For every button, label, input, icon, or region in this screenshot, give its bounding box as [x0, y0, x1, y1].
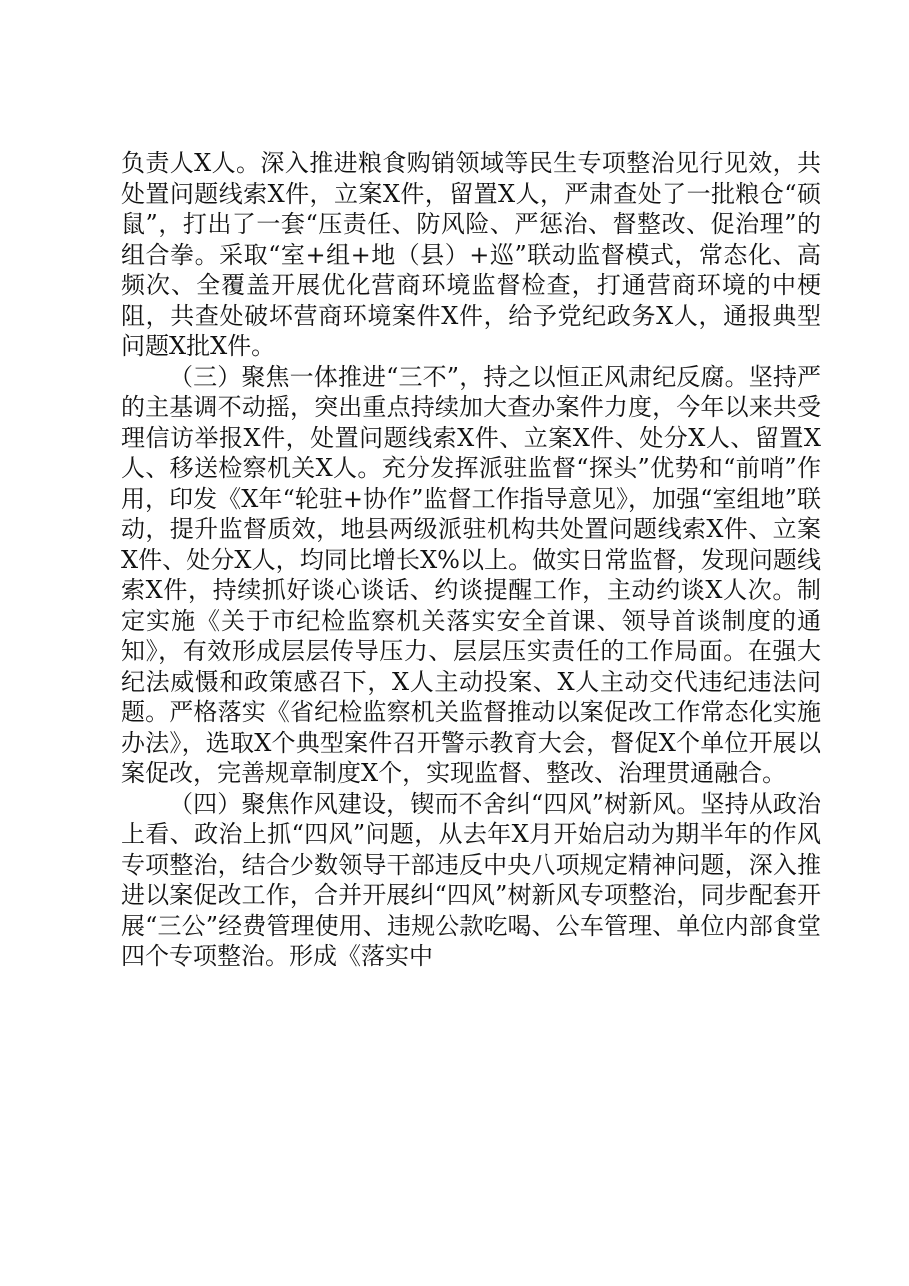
paragraph-continuation: 负责人X人。深入推进粮食购销领域等民生专项整治见行见效，共处置问题线索X件，立案X件，留置X人，严肃查处了一批粮仓“硕鼠”，打出了一套“压责任、防风险、严惩治、督整改、促治理”的组合拳。采取“室+组+地（县）+巡”联动监督模式，常态化、高频次、全覆盖开展优化营商环境监督检查，打通营商环境的中梗阻，共查处破坏营商环境案件X件，给予党纪政务X人，通报典型问题X批X件。 [121, 149, 821, 360]
document-body [121, 148, 821, 972]
paragraph-section-four: （四）聚焦作风建设，锲而不舍纠“四风”树新风。坚持从政治上看、政治上抓“四风”问题，从去年X月开始启动为期半年的作风专项整治，结合少数领导干部违反中央八项规定精神问题，深入推进以案促改工作，合并开展纠“四风”树新风专项整治，同步配套开展“三公”经费管理使用、违规公款吃喝、公车管理、单位内部食堂四个专项整治。形成《落实中 [121, 789, 821, 970]
paragraph-section-three: （三）聚焦一体推进“三不”，持之以恒正风肃纪反腐。坚持严的主基调不动摇，突出重点持续加大查办案件力度，今年以来共受理信访举报X件，处置问题线索X件、立案X件、处分X人、留置X人、移送检察机关X人。充分发挥派驻监督“探头”优势和“前哨”作用，印发《X年“轮驻+协作”监督工作指导意见》，加强“室组地”联动，提升监督质效，地县两级派驻机构共处置问题线索X件、立案X件、处分X人，均同比增长X%以上。做实日常监督，发现问题线索X件，持续抓好谈心谈话、约谈提醒工作，主动约谈X人次。制定实施《关于市纪检监察机关落实安全首课、领导首谈制度的通知》，有效形成层层传导压力、层层压实责任的工作局面。在强大纪法威慑和政策感召下，X人主动投案、X人主动交代违纪违法问题。严格落实《省纪检监察机关监督推动以案促改工作常态化实施办法》，选取X个典型案件召开警示教育大会，督促X个单位开展以案促改，完善规章制度X个，实现监督、整改、治理贯通融合。 [121, 362, 821, 787]
